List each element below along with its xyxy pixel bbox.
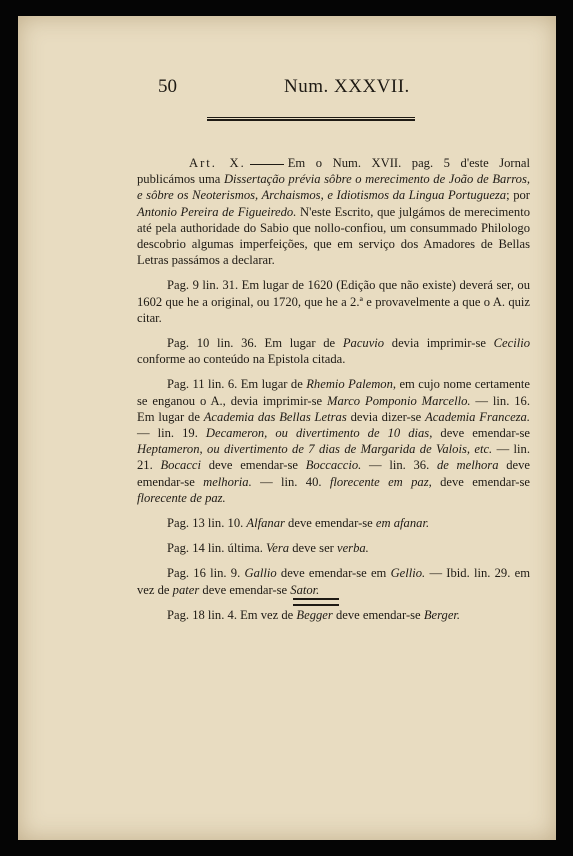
italic-term: Pacuvio (342, 336, 385, 351)
text-run: — lin. 16. Em lugar de (137, 393, 530, 424)
italic-title: Dissertação prévia sôbre o merecimento de João de Barros, e sôbre os Neoterismos, Archaismos, e Idiotismos da Lingua Portugueza (137, 172, 531, 203)
italic-term: florecente em paz, (329, 474, 432, 489)
paragraph-correction-5 (137, 540, 530, 556)
paragraph-correction-7 (137, 607, 530, 623)
text-run: Pag. 11 lin. 6. Em lugar de (167, 377, 307, 392)
page-number: 50 (158, 76, 177, 97)
text-run: deve emendar-se (431, 474, 530, 489)
paragraph-correction-4 (137, 515, 530, 531)
italic-term: em afanar. (375, 516, 430, 531)
article-text (137, 155, 530, 632)
italic-term: Decameron, ou divertimento de 10 dias, (205, 426, 433, 441)
dash-rule (250, 164, 284, 165)
italic-term: Academia das Bellas Letras (203, 409, 347, 424)
text-run: deve emendar-se (332, 607, 424, 622)
article-label: Art. X. (189, 156, 246, 170)
text-run: Pag. 16 lin. 9. (167, 566, 245, 581)
italic-term: melhoria. (203, 474, 252, 489)
text-run: Pag. 14 lin. última. (167, 541, 266, 556)
text-run: , em cujo nome certamente se enganou o A., devia imprimir-se (137, 377, 530, 408)
text-run: deve ser (289, 541, 337, 556)
paragraph-correction-2 (137, 335, 530, 367)
text-run: devia imprimir-se (384, 336, 494, 351)
text-run: ; por (506, 188, 530, 203)
italic-author: Antonio Pereira de Figueiredo. (137, 204, 297, 219)
italic-term: Berger. (423, 607, 461, 622)
italic-term: florecente de paz. (137, 490, 226, 505)
paragraph-intro (137, 155, 530, 268)
header-rule (207, 119, 415, 121)
text-run: deve emendar-se (201, 458, 306, 473)
italic-term: Marco Pomponio Marcello. (327, 393, 471, 408)
italic-term: Rhemio Palemon (306, 377, 393, 392)
text-run: N'este Escrito, que julgámos de merecimento até pela authoridade do Sabio que nollo-confiou, um consummado Philologo descobrio algumas imperfeições, que em serviço dos Amadores de Bellas Letras passámos a declarar. (137, 204, 530, 268)
italic-term: Boccaccio. (305, 458, 362, 473)
text-run: — lin. 19. (137, 426, 206, 441)
italic-term: Begger (296, 607, 333, 622)
italic-term: Heptameron, ou divertimento de 7 dias de Margarida de Valois, etc. (137, 442, 493, 457)
text-run: Pag. 18 lin. 4. Em vez de (167, 607, 297, 622)
paragraph-correction-1 (137, 277, 530, 326)
text-run: devia dizer-se (346, 409, 426, 424)
text-run: deve emendar-se (284, 516, 376, 531)
page-header (158, 76, 558, 106)
italic-term: Cecilio (493, 336, 530, 351)
italic-term: verba. (337, 541, 369, 556)
text-run: Em o Num. XVII. pag. 5 d'este Jornal publicámos uma (137, 156, 531, 187)
italic-term: Gellio. (390, 566, 426, 581)
italic-term: Academia Franceza. (425, 409, 531, 424)
paragraph-correction-6 (137, 565, 530, 597)
text-run: Pag. 9 lin. 31. Em lugar de 1620 (Edição que não existe) deverá ser, ou 1602 que he a original, ou 1720, que he a 2.ª e provavelmente a que o A. quiz citar. (137, 278, 530, 325)
paragraph-correction-3 (137, 376, 530, 506)
end-rule (293, 598, 339, 606)
text-run: deve emendar-se (137, 458, 530, 489)
text-run: Pag. 10 lin. 36. Em lugar de (167, 336, 343, 351)
italic-term: Vera (266, 541, 290, 556)
italic-term: de melhora (436, 458, 499, 473)
text-run: Pag. 13 lin. 10. (167, 516, 247, 531)
italic-term: Sator. (290, 582, 320, 597)
italic-term: Gallio (244, 566, 277, 581)
text-run: conforme ao conteúdo na Epistola citada. (137, 352, 346, 367)
text-run: deve emendar-se (432, 426, 531, 441)
text-run: deve emendar-se (199, 582, 291, 597)
italic-term: Bocacci (160, 458, 202, 473)
text-run: — lin. 36. (361, 458, 437, 473)
text-run: — lin. 21. (137, 442, 530, 473)
text-run: deve emendar-se em (276, 566, 391, 581)
text-run: — lin. 40. (251, 474, 330, 489)
italic-term: pater (172, 582, 200, 597)
text-run: — Ibid. lin. 29. em vez de (137, 566, 531, 597)
italic-term: Alfanar (246, 516, 285, 531)
running-head: Num. XXXVII. (284, 76, 410, 97)
